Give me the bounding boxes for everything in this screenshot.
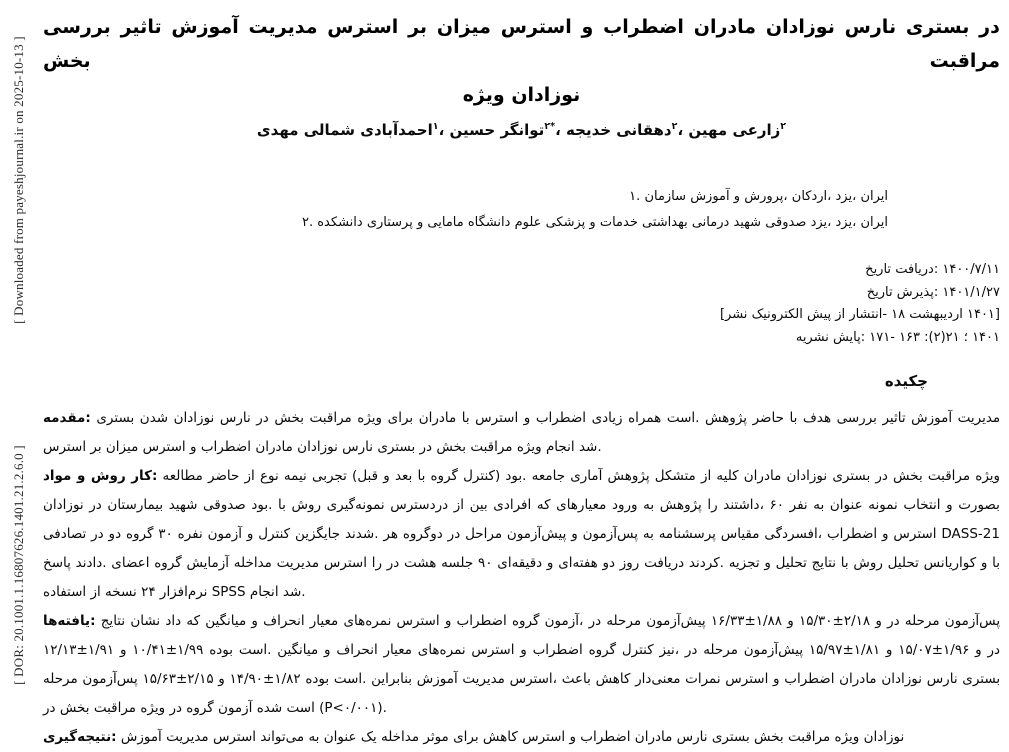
- article-title-line2: ویژه نوزادان: [462, 84, 581, 106]
- abstract-methods-text: مطالعه حاضر از نوع نیمه تجربی (قبل و بعد با گروه کنترل) بود. جامعه آماری پژوهش متشکل از کلیه مادران نوزادان بستری در بخش مراقبت ویژه نوزادان در بیمارستان شهید صدوقی بود. با روش نمونه‌گیری دردسترس از بین افرادی که معیارهای ورود به پژوهش را داشتند، ۶۰ نفر به عنوان نمونه انتخاب و بصورت تصادفی در دو گروه ۳۰ نفره آزمون و کنترل جایگزین شدند. هر دوگروه در مراحل پیش‌آزمون و پس‌آزمون به پرسشنامه مقیاس افسردگی، اضطراب و استرس DASS-21 پاسخ دادند. اعضای گروه آزمایش مداخله مدیریت استرس را در هشت جلسه ۹۰ دقیقه‌ای و هفته‌ای دو روز دریافت کردند. تجزیه و تحلیل نتایج با روش تحلیل کواریانس و با استفاده از نسخه ۲۴ نرم‌افزار SPSS انجام شد.: [43, 468, 1001, 600]
- abstract-methods-label: مواد و روش کار:: [43, 468, 158, 484]
- watermark-downloaded-note: [ Downloaded from payeshjournal.ir on 2025-10-13 ]: [11, 36, 26, 324]
- epub-note: [نشر الکترونیک پیش از انتشار- ۱۸ اردیبهشت ۱۴۰۱]: [719, 307, 1000, 322]
- accepted-date: تاریخ پذیرش: ۱۴۰۱/۱/۲۷: [866, 284, 1000, 300]
- affiliation-2: ۲. دانشکده پرستاری و مامایی دانشگاه علوم پزشکی و خدمات بهداشتی درمانی شهید صدوقی یزد، یزد، ایران: [301, 215, 888, 230]
- abstract-results-text: نتایج نشان داد که میانگین و انحراف معیار نمره‌های استرس و اضطراب گروه آزمون، در مرحله پیش‌آزمون ۱۶/۳۳±۱/۸۸ و ۱۵/۳۰±۲/۱۸ و در مرحله پس‌آزمون ۱۲/۱۳±۱/۹۱ و ۱۰/۴۱±۱/۹۹ بوده است. میانگین و انحراف معیار نمره‌های استرس و اضطراب گروه کنترل نیز، در مرحله پیش‌آزمون ۱۵/۹۷±۱/۸۱ و ۱۵/۰۷±۱/۹۶ و در مرحله پس‌آزمون ۱۵/۶۳±۲/۱۵ و ۱۴/۹۰±۱/۸۲ بوده است. بنابراین آموزش مدیریت استرس، باعث کاهش معنی‌دار نمرات استرس و اضطراب مادران نوزادان نارس بستری در بخش مراقبت ویژه در گروه آزمون شده است (P<۰/۰۰۱).: [43, 613, 1001, 716]
- abstract-heading: چکیده: [884, 372, 928, 390]
- citation-line: نشریه پایش: ۱۷۱- ۱۶۳ :(۲)۲۱ ؛ ۱۴۰۱: [795, 329, 1000, 345]
- article-title-line1: بررسی تاثیر آموزش مدیریت استرس بر میزان استرس و اضطراب مادران نوزادان نارس بستری در بخش مراقبت: [43, 16, 1000, 72]
- abstract-introduction-label: مقدمه:: [43, 410, 91, 426]
- abstract-conclusion-label: نتیجه‌گیری:: [43, 729, 117, 745]
- abstract-introduction: [43, 404, 1000, 462]
- abstract-results-label: یافته‌ها:: [43, 613, 96, 629]
- affiliations: [43, 184, 1000, 236]
- abstract-conclusion: [43, 723, 1000, 752]
- received-date: تاریخ دریافت: ۱۴۰۰/۷/۱۱: [865, 262, 1000, 277]
- article-dates: [43, 259, 1000, 349]
- watermark-dor-note: [ DOR: 20.1001.1.16807626.1401.21.2.6.0 ]: [11, 445, 26, 685]
- abstract-introduction-text: بستری شدن نوزادان نارس در بخش مراقبت ویژه برای مادران با استرس و اضطراب زیادی همراه است. پژوهش حاضر با هدف بررسی تاثیر آموزش مدیریت استرس بر میزان استرس و اضطراب مادران نوزادان نارس بستری در بخش مراقبت ویژه انجام شد.: [43, 410, 1001, 455]
- abstract-methods: [43, 462, 1000, 607]
- abstract-results: [43, 607, 1000, 723]
- authors-line: مهدی شمالی احمدآبادی$^۱$، حسین توانگر$^{۲*}$، خدیجه دهقانی$^۲$، مهین زارعی$^۲$: [256, 121, 787, 139]
- abstract-body: [43, 404, 1000, 752]
- article-title: [43, 10, 1000, 112]
- abstract-conclusion-text: آموزش مدیریت استرس می‌تواند به عنوان یک مداخله موثر برای کاهش استرس و اضطراب مادران نارس بستری بخش مراقبت ویژه نوزادان: [120, 729, 905, 745]
- page-content: [43, 0, 1001, 745]
- affiliation-1: ۱. سازمان آموزش و پرورش، اردکان، یزد، ایران: [629, 189, 888, 204]
